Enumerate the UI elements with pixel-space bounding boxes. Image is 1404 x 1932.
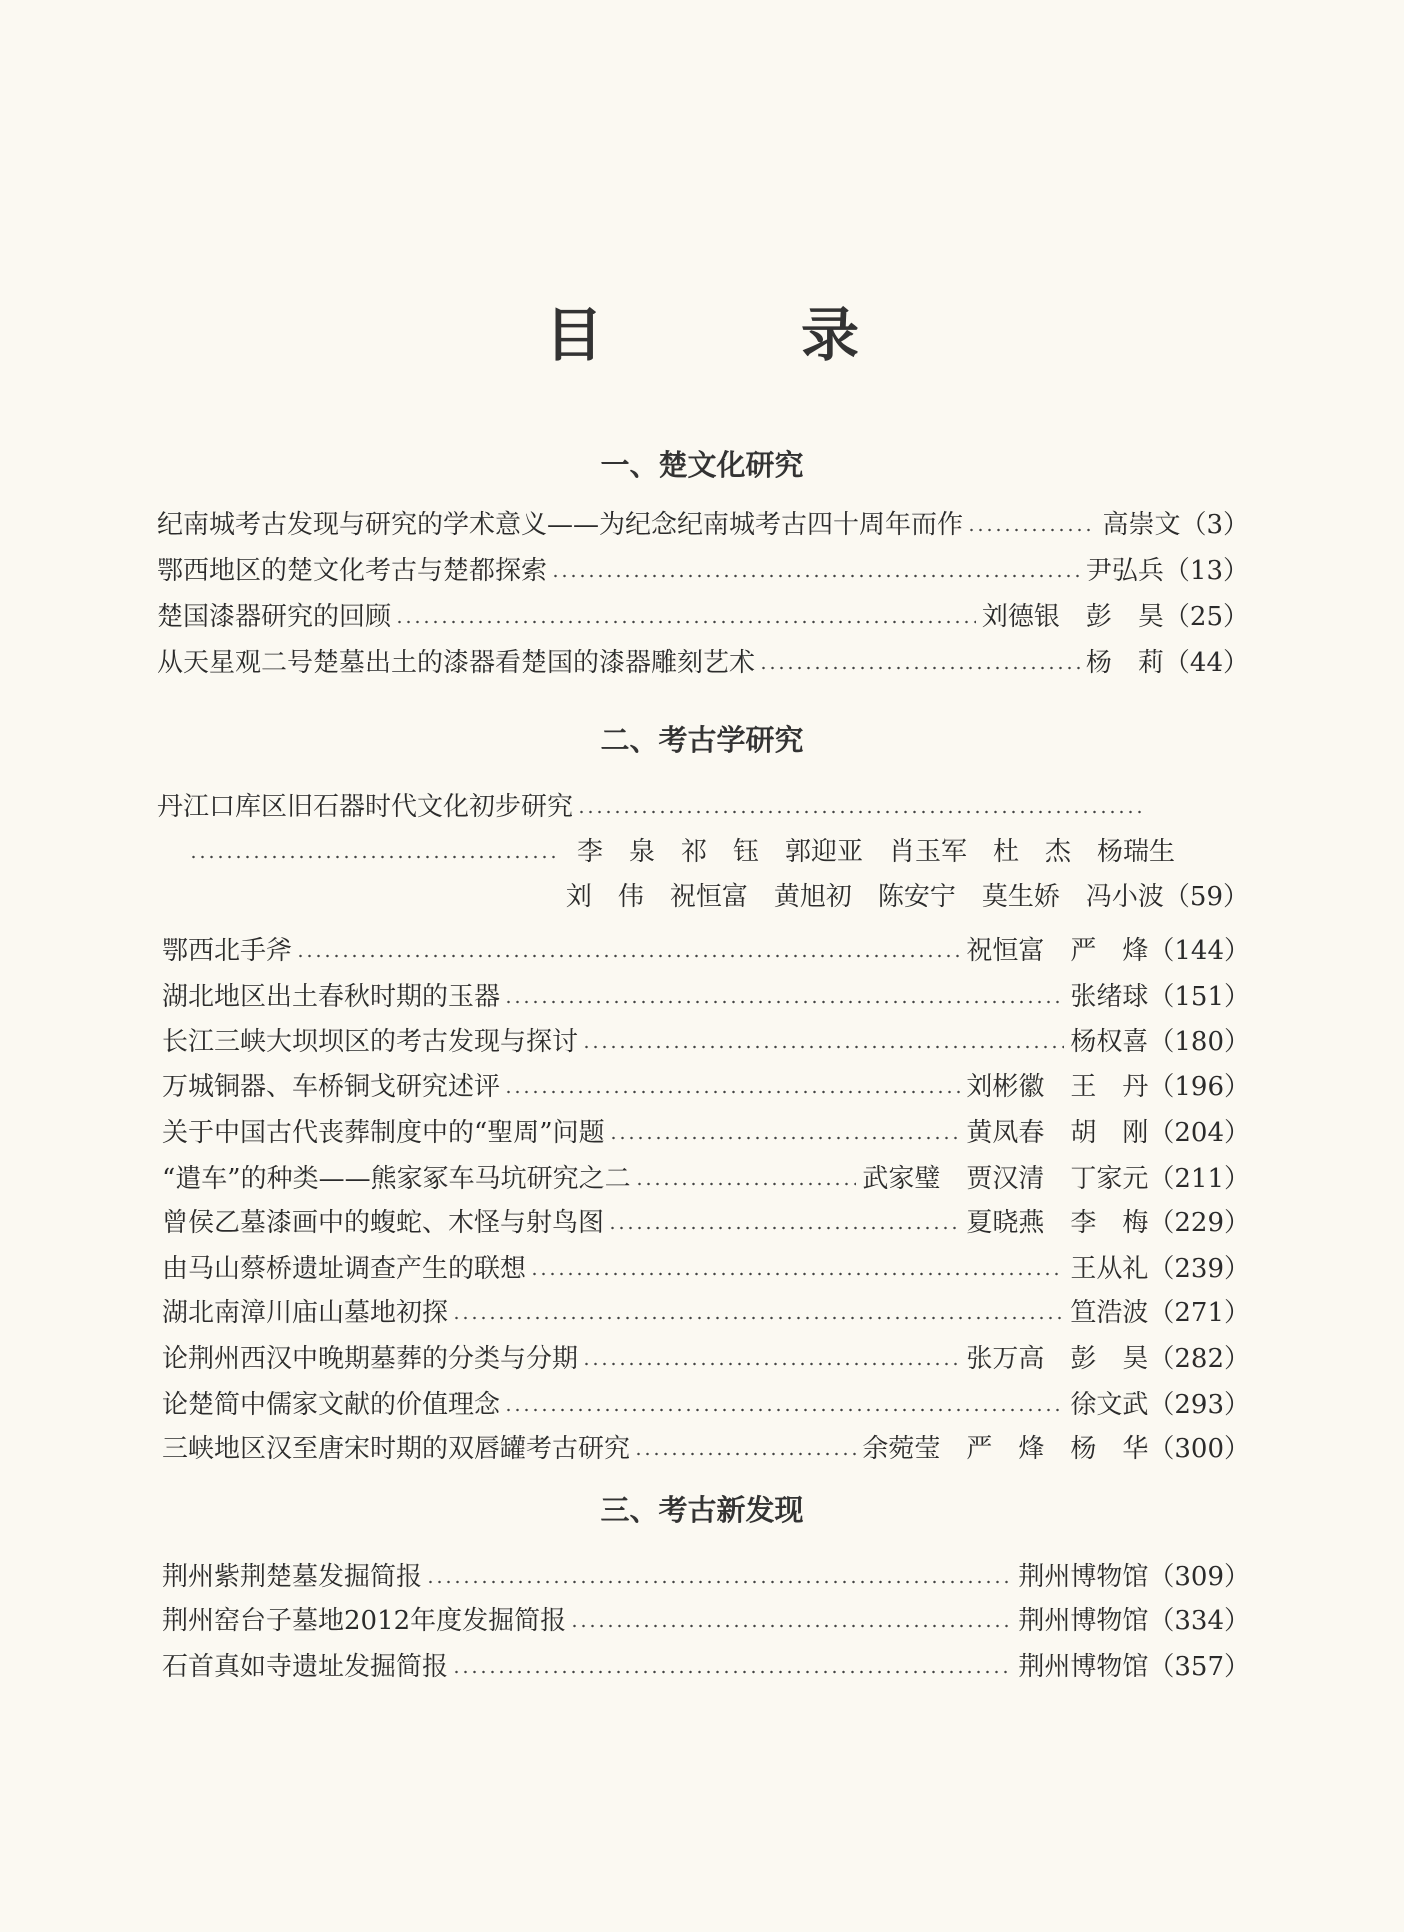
toc-entry <box>157 784 1147 824</box>
dot-leader <box>759 664 1080 672</box>
entry-page: （59） <box>1163 882 1249 912</box>
entry-title: 楚国漆器研究的回顾 <box>157 602 392 632</box>
entry-title: “遣车”的种类——熊家冢车马坑研究之二 <box>162 1164 631 1194</box>
entry-page: （144） <box>1148 936 1250 966</box>
dot-leader <box>577 808 1141 816</box>
toc-entry <box>162 1246 1250 1286</box>
entry-title: 鄂西地区的楚文化考古与楚都探索 <box>157 556 548 586</box>
dot-leader <box>634 1450 856 1458</box>
entry-page: （25） <box>1163 602 1249 632</box>
toc-entry <box>157 548 1249 588</box>
entry-page: （13） <box>1163 556 1249 586</box>
toc-entry <box>162 1064 1250 1104</box>
entry-page: （211） <box>1148 1164 1250 1194</box>
entry-page: （300） <box>1148 1434 1250 1464</box>
entry-authors: 荆州博物馆 <box>1018 1652 1149 1682</box>
entry-authors: 祝恒富 严 烽 <box>966 936 1149 966</box>
page-title: 目 录 <box>544 301 929 369</box>
entry-title: 关于中国古代丧葬制度中的“聖周”问题 <box>162 1118 605 1148</box>
entry-page: （271） <box>1148 1298 1250 1328</box>
dot-leader <box>504 998 1064 1006</box>
toc-entry <box>162 1019 1250 1059</box>
entry-authors: 张绪球 <box>1070 982 1149 1012</box>
entry-page: （239） <box>1148 1254 1250 1284</box>
entry-authors: 刘德银 彭 昊 <box>981 602 1164 632</box>
entry-title: 曾侯乙墓漆画中的蝮蛇、木怪与射鸟图 <box>162 1208 605 1238</box>
dot-leader <box>426 1578 1012 1586</box>
dot-leader <box>452 1668 1012 1676</box>
toc-entry <box>162 1336 1250 1376</box>
toc-entry <box>162 974 1250 1014</box>
entry-authors: 李 泉 祁 钰 郭迎亚 肖玉军 杜 杰 杨瑞生 <box>576 837 1175 867</box>
toc-entry <box>162 1290 1250 1330</box>
entry-title: 论荆州西汉中晚期墓葬的分类与分期 <box>162 1344 579 1374</box>
entry-authors: 武家璧 贾汉清 丁家元 <box>862 1164 1149 1194</box>
toc-entry <box>157 502 1249 542</box>
toc-entry <box>162 1598 1250 1638</box>
entry-authors: 荆州博物馆 <box>1018 1562 1149 1592</box>
entry-page: （204） <box>1148 1118 1250 1148</box>
entry-authors: 杨权喜 <box>1070 1027 1149 1057</box>
dot-leader <box>530 1270 1064 1278</box>
dot-leader <box>635 1180 857 1188</box>
entry-authors: 黄凤春 胡 刚 <box>966 1118 1149 1148</box>
entry-authors: 王从礼 <box>1070 1254 1149 1284</box>
entry-page: （293） <box>1148 1390 1250 1420</box>
entry-authors: 夏晓燕 李 梅 <box>966 1208 1149 1238</box>
entry-page: （357） <box>1148 1652 1250 1682</box>
entry-title: 三峡地区汉至唐宋时期的双唇罐考古研究 <box>162 1434 631 1464</box>
entry-title: 丹江口库区旧石器时代文化初步研究 <box>157 792 574 822</box>
entry-authors: 刘彬徽 王 丹 <box>966 1072 1149 1102</box>
entry-title: 万城铜器、车桥铜戈研究述评 <box>162 1072 501 1102</box>
entry-page: （334） <box>1148 1606 1250 1636</box>
entry-authors: 高崇文 <box>1102 510 1181 540</box>
toc-entry <box>162 1644 1250 1684</box>
toc-entry-authors <box>185 829 1175 869</box>
toc-entry <box>162 1200 1250 1240</box>
dot-leader <box>395 618 976 626</box>
dot-leader <box>582 1360 960 1368</box>
entry-authors: 张万高 彭 昊 <box>966 1344 1149 1374</box>
toc-entry <box>162 1110 1250 1150</box>
entry-page: （196） <box>1148 1072 1250 1102</box>
dot-leader <box>608 1224 960 1232</box>
toc-entry <box>162 1426 1250 1466</box>
dot-leader <box>504 1088 960 1096</box>
entry-authors: 杨 莉 <box>1085 648 1164 678</box>
toc-entry <box>162 1554 1250 1594</box>
entry-title: 湖北地区出土春秋时期的玉器 <box>162 982 501 1012</box>
entry-authors: 余菀莹 严 烽 杨 华 <box>862 1434 1149 1464</box>
entry-authors: 尹弘兵 <box>1085 556 1164 586</box>
dot-leader <box>296 952 960 960</box>
entry-page: （309） <box>1148 1562 1250 1592</box>
entry-title: 长江三峡大坝坝区的考古发现与探讨 <box>162 1027 579 1057</box>
entry-title: 纪南城考古发现与研究的学术意义——为纪念纪南城考古四十周年而作 <box>157 510 964 540</box>
dot-leader <box>504 1406 1064 1414</box>
entry-title: 从天星观二号楚墓出土的漆器看楚国的漆器雕刻艺术 <box>157 648 756 678</box>
entry-page: （229） <box>1148 1208 1250 1238</box>
entry-title: 由马山蔡桥遗址调查产生的联想 <box>162 1254 527 1284</box>
entry-title: 荆州窑台子墓地2012年度发掘简报 <box>162 1606 567 1636</box>
entry-page: （151） <box>1148 982 1250 1012</box>
entry-page: （180） <box>1148 1027 1250 1057</box>
toc-entry <box>162 1382 1250 1422</box>
entry-title: 湖北南漳川庙山墓地初探 <box>162 1298 449 1328</box>
dot-leader <box>570 1622 1012 1630</box>
toc-entry <box>157 640 1249 680</box>
entry-title: 论楚简中儒家文献的价值理念 <box>162 1390 501 1420</box>
dot-leader <box>551 572 1080 580</box>
dot-leader <box>582 1043 1064 1051</box>
section-heading: 一、楚文化研究 <box>600 448 804 482</box>
entry-title: 荆州紫荆楚墓发掘简报 <box>162 1562 423 1592</box>
entry-title: 石首真如寺遗址发掘简报 <box>162 1652 449 1682</box>
entry-authors: 刘 伟 祝恒富 黄旭初 陈安宁 莫生娇 冯小波 <box>565 882 1164 912</box>
section-heading: 二、考古学研究 <box>600 723 804 757</box>
toc-entry <box>162 928 1250 968</box>
entry-page: （282） <box>1148 1344 1250 1374</box>
entry-authors: 笪浩波 <box>1070 1298 1149 1328</box>
entry-page: （44） <box>1163 648 1249 678</box>
section-heading: 三、考古新发现 <box>600 1493 804 1527</box>
entry-page: （3） <box>1180 510 1249 540</box>
toc-entry <box>157 594 1249 634</box>
dot-leader <box>452 1314 1064 1322</box>
toc-entry-authors <box>500 874 1249 914</box>
dot-leader <box>609 1134 961 1142</box>
toc-entry <box>162 1156 1250 1196</box>
entry-title: 鄂西北手斧 <box>162 936 293 966</box>
dot-leader <box>967 526 1096 534</box>
entry-authors: 荆州博物馆 <box>1018 1606 1149 1636</box>
entry-authors: 徐文武 <box>1070 1390 1149 1420</box>
dot-leader <box>189 853 561 861</box>
